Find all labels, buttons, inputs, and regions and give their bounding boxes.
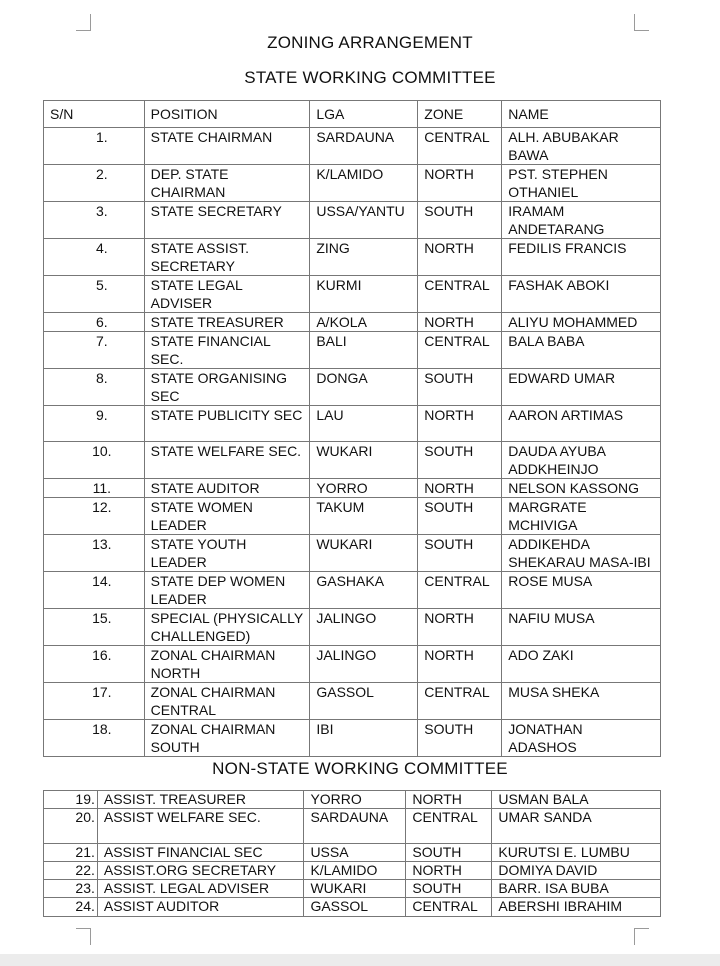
cell-zone: SOUTH xyxy=(418,369,502,406)
header-lga: LGA xyxy=(310,101,418,128)
cell-lga: YORRO xyxy=(310,479,418,498)
table-row xyxy=(44,535,661,572)
cell-sn: 11. xyxy=(44,479,145,498)
cell-lga: DONGA xyxy=(310,369,418,406)
cell-zone: SOUTH xyxy=(418,720,502,757)
cell-sn: 19. xyxy=(44,791,98,809)
page-corner-mark-top-left xyxy=(76,14,91,31)
cell-position: ZONAL CHAIRMAN CENTRAL xyxy=(144,683,310,720)
cell-zone: SOUTH xyxy=(418,535,502,572)
cell-position: STATE AUDITOR xyxy=(144,479,310,498)
cell-name: AARON ARTIMAS xyxy=(502,406,661,442)
cell-zone: NORTH xyxy=(418,479,502,498)
cell-sn: 4. xyxy=(44,239,145,276)
non-state-committee-heading: NON-STATE WORKING COMMITTEE xyxy=(212,759,508,778)
cell-lga: JALINGO xyxy=(310,646,418,683)
cell-sn: 5. xyxy=(44,276,145,313)
cell-position: STATE PUBLICITY SEC xyxy=(144,406,310,442)
cell-name: ALIYU MOHAMMED xyxy=(502,313,661,332)
cell-sn: 24. xyxy=(44,898,98,917)
cell-position: STATE YOUTH LEADER xyxy=(144,535,310,572)
cell-lga: GASHAKA xyxy=(310,572,418,609)
cell-lga: USSA xyxy=(304,844,406,862)
table-row xyxy=(44,898,661,917)
cell-lga: K/LAMIDO xyxy=(304,862,406,880)
table-row xyxy=(44,809,661,844)
cell-lga: YORRO xyxy=(304,791,406,809)
header-position: POSITION xyxy=(144,101,310,128)
cell-lga: SARDAUNA xyxy=(304,809,406,844)
non-state-committee-table xyxy=(43,790,661,917)
cell-sn: 20. xyxy=(44,809,98,844)
cell-zone: SOUTH xyxy=(418,442,502,479)
cell-sn: 15. xyxy=(44,609,145,646)
cell-sn: 12. xyxy=(44,498,145,535)
table-row xyxy=(44,683,661,720)
cell-zone: CENTRAL xyxy=(406,809,492,844)
cell-sn: 3. xyxy=(44,202,145,239)
state-committee-heading: STATE WORKING COMMITTEE xyxy=(244,68,496,87)
cell-position: ASSIST FINANCIAL SEC xyxy=(97,844,304,862)
page-bottom-edge xyxy=(0,954,720,966)
cell-lga: WUKARI xyxy=(310,535,418,572)
cell-position: DEP. STATE CHAIRMAN xyxy=(144,165,310,202)
cell-sn: 8. xyxy=(44,369,145,406)
cell-name: ALH. ABUBAKAR BAWA xyxy=(502,128,661,165)
cell-zone: NORTH xyxy=(418,646,502,683)
page-corner-mark-bottom-left xyxy=(76,928,91,945)
table-row xyxy=(44,442,661,479)
state-committee-table xyxy=(43,100,661,757)
table-row xyxy=(44,313,661,332)
cell-zone: NORTH xyxy=(418,165,502,202)
table-row xyxy=(44,844,661,862)
cell-zone: CENTRAL xyxy=(418,572,502,609)
cell-name: BARR. ISA BUBA xyxy=(492,880,661,898)
cell-lga: GASSOL xyxy=(310,683,418,720)
table-row xyxy=(44,609,661,646)
cell-lga: LAU xyxy=(310,406,418,442)
document-title: ZONING ARRANGEMENT xyxy=(267,33,473,52)
table-row xyxy=(44,128,661,165)
cell-position: ASSIST WELFARE SEC. xyxy=(97,809,304,844)
cell-name: MARGRATE MCHIVIGA xyxy=(502,498,661,535)
page-corner-mark-top-right xyxy=(634,14,649,31)
cell-name: UMAR SANDA xyxy=(492,809,661,844)
table-row xyxy=(44,791,661,809)
cell-name: NAFIU MUSA xyxy=(502,609,661,646)
cell-zone: NORTH xyxy=(418,406,502,442)
cell-position: ASSIST AUDITOR xyxy=(97,898,304,917)
table-row xyxy=(44,202,661,239)
cell-sn: 18. xyxy=(44,720,145,757)
cell-name: KURUTSI E. LUMBU xyxy=(492,844,661,862)
cell-lga: SARDAUNA xyxy=(310,128,418,165)
cell-sn: 6. xyxy=(44,313,145,332)
cell-position: ASSIST. LEGAL ADVISER xyxy=(97,880,304,898)
cell-sn: 21. xyxy=(44,844,98,862)
cell-name: ADO ZAKI xyxy=(502,646,661,683)
cell-position: STATE CHAIRMAN xyxy=(144,128,310,165)
cell-sn: 23. xyxy=(44,880,98,898)
cell-position: STATE WELFARE SEC. xyxy=(144,442,310,479)
table-row xyxy=(44,406,661,442)
cell-zone: NORTH xyxy=(418,313,502,332)
cell-position: STATE DEP WOMEN LEADER xyxy=(144,572,310,609)
table-header-row xyxy=(44,101,661,128)
table-row xyxy=(44,369,661,406)
cell-position: STATE ASSIST. SECRETARY xyxy=(144,239,310,276)
cell-zone: NORTH xyxy=(418,239,502,276)
table-row xyxy=(44,239,661,276)
table-row xyxy=(44,880,661,898)
cell-name: DAUDA AYUBA ADDKHEINJO xyxy=(502,442,661,479)
cell-name: DOMIYA DAVID xyxy=(492,862,661,880)
header-name: NAME xyxy=(502,101,661,128)
cell-position: STATE SECRETARY xyxy=(144,202,310,239)
cell-zone: SOUTH xyxy=(406,880,492,898)
table-row xyxy=(44,862,661,880)
cell-position: STATE ORGANISING SEC xyxy=(144,369,310,406)
cell-zone: CENTRAL xyxy=(418,332,502,369)
cell-lga: TAKUM xyxy=(310,498,418,535)
cell-name: ABERSHI IBRAHIM xyxy=(492,898,661,917)
cell-zone: NORTH xyxy=(406,791,492,809)
cell-zone: CENTRAL xyxy=(418,683,502,720)
cell-name: EDWARD UMAR xyxy=(502,369,661,406)
cell-lga: K/LAMIDO xyxy=(310,165,418,202)
cell-lga: USSA/YANTU xyxy=(310,202,418,239)
cell-lga: A/KOLA xyxy=(310,313,418,332)
cell-lga: IBI xyxy=(310,720,418,757)
cell-position: ZONAL CHAIRMAN SOUTH xyxy=(144,720,310,757)
cell-lga: WUKARI xyxy=(304,880,406,898)
cell-zone: CENTRAL xyxy=(406,898,492,917)
cell-name: FASHAK ABOKI xyxy=(502,276,661,313)
cell-name: MUSA SHEKA xyxy=(502,683,661,720)
cell-name: BALA BABA xyxy=(502,332,661,369)
cell-lga: KURMI xyxy=(310,276,418,313)
header-zone: ZONE xyxy=(418,101,502,128)
cell-position: SPECIAL (PHYSICALLY CHALLENGED) xyxy=(144,609,310,646)
cell-position: STATE WOMEN LEADER xyxy=(144,498,310,535)
cell-position: ZONAL CHAIRMAN NORTH xyxy=(144,646,310,683)
table-row xyxy=(44,646,661,683)
cell-lga: BALI xyxy=(310,332,418,369)
table-row xyxy=(44,572,661,609)
table-row xyxy=(44,498,661,535)
cell-sn: 1. xyxy=(44,128,145,165)
cell-position: ASSIST. TREASURER xyxy=(97,791,304,809)
cell-zone: CENTRAL xyxy=(418,276,502,313)
table-row xyxy=(44,276,661,313)
cell-zone: CENTRAL xyxy=(418,128,502,165)
cell-name: USMAN BALA xyxy=(492,791,661,809)
cell-sn: 10. xyxy=(44,442,145,479)
cell-position: STATE TREASURER xyxy=(144,313,310,332)
cell-name: JONATHAN ADASHOS xyxy=(502,720,661,757)
cell-zone: SOUTH xyxy=(418,202,502,239)
cell-sn: 2. xyxy=(44,165,145,202)
table-row xyxy=(44,479,661,498)
table-row xyxy=(44,332,661,369)
cell-zone: SOUTH xyxy=(418,498,502,535)
cell-lga: JALINGO xyxy=(310,609,418,646)
page-corner-mark-bottom-right xyxy=(634,928,649,945)
cell-name: ADDIKEHDA SHEKARAU MASA-IBI xyxy=(502,535,661,572)
cell-sn: 16. xyxy=(44,646,145,683)
table-row xyxy=(44,720,661,757)
cell-name: PST. STEPHEN OTHANIEL xyxy=(502,165,661,202)
cell-sn: 22. xyxy=(44,862,98,880)
cell-zone: NORTH xyxy=(418,609,502,646)
cell-name: IRAMAM ANDETARANG xyxy=(502,202,661,239)
cell-name: ROSE MUSA xyxy=(502,572,661,609)
cell-lga: ZING xyxy=(310,239,418,276)
cell-lga: WUKARI xyxy=(310,442,418,479)
cell-zone: NORTH xyxy=(406,862,492,880)
cell-lga: GASSOL xyxy=(304,898,406,917)
cell-sn: 7. xyxy=(44,332,145,369)
cell-sn: 17. xyxy=(44,683,145,720)
cell-name: FEDILIS FRANCIS xyxy=(502,239,661,276)
cell-position: STATE FINANCIAL SEC. xyxy=(144,332,310,369)
cell-position: ASSIST.ORG SECRETARY xyxy=(97,862,304,880)
cell-zone: SOUTH xyxy=(406,844,492,862)
cell-sn: 9. xyxy=(44,406,145,442)
cell-sn: 13. xyxy=(44,535,145,572)
cell-name: NELSON KASSONG xyxy=(502,479,661,498)
cell-position: STATE LEGAL ADVISER xyxy=(144,276,310,313)
cell-sn: 14. xyxy=(44,572,145,609)
table-row xyxy=(44,165,661,202)
header-sn: S/N xyxy=(44,101,145,128)
